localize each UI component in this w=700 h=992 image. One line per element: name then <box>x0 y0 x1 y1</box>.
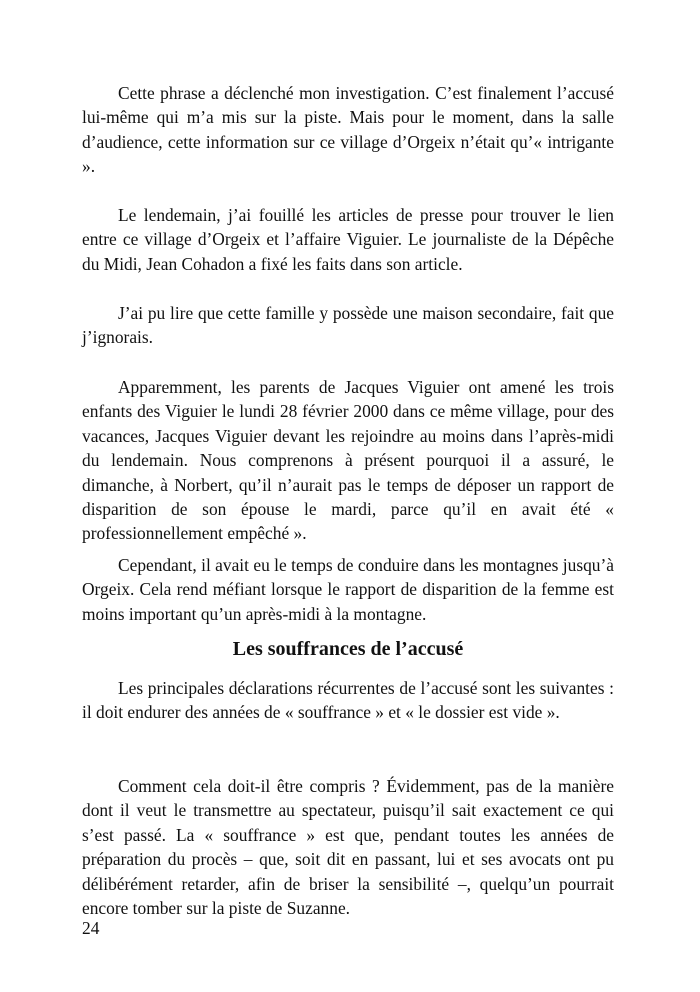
paragraph-mountains: Cependant, il avait eu le temps de conduire dans les montagnes jusqu’à Orgeix. Cela rend méfiant lorsque le rapport de disparition de la femme est moins important qu’un après-midi à la montagne. <box>82 555 614 624</box>
section-heading: Les souffrances de l’accusé <box>232 638 464 660</box>
paragraph-next-day: Le lendemain, j’ai fouillé les articles de presse pour trouver le lien entre ce village d’Orgeix et l’affaire Viguier. Le journaliste de la Dépêche du Midi, Jean Cohadon a fixé les faits dans son article. <box>82 205 614 274</box>
paragraph-secondary-house: J’ai pu lire que cette famille y possède une maison secondaire, fait que j’ignorais. <box>82 303 614 348</box>
paragraph-investigation: Cette phrase a déclenché mon investigation. C’est finalement l’accusé lui-même qui m’a mis sur la piste. Mais pour le moment, dans la salle d’audience, cette information sur ce village d’Orgeix n’était qu’« intrigante ». <box>82 83 614 177</box>
page-number: 24 <box>82 918 100 938</box>
paragraph-parents-children: Apparemment, les parents de Jacques Viguier ont amené les trois enfants des Viguier le lundi 28 février 2000 dans ce même village, pour des vacances, Jacques Viguier devant les rejoindre au moins dans l’après-midi du lendemain. Nous comprenons à présent pourquoi il a assuré, le dimanche, à Norbert, qu’il n’aurait pas le temps de déposer un rapport de disparition de son épouse le mardi, parce qu’il en avait été « professionnellement empêché ». <box>82 377 614 544</box>
paragraph-declarations: Les principales déclarations récurrentes de l’accusé sont les suivantes : il doit endurer des années de « souffrance » et « le dossier est vide ». <box>82 678 614 723</box>
paragraph-suffering: Comment cela doit-il être compris ? Évidemment, pas de la manière dont il veut le transmettre au spectateur, puisqu’il sait exactement ce qui s’est passé. La « souffrance » est que, pendant toutes les années de préparation du procès – que, soit dit en passant, lui et ses avocats ont pu délibérément retarder, afin de briser la sensibilité –, quelqu’un pourrait encore tomber sur la piste de Suzanne. <box>82 776 614 919</box>
